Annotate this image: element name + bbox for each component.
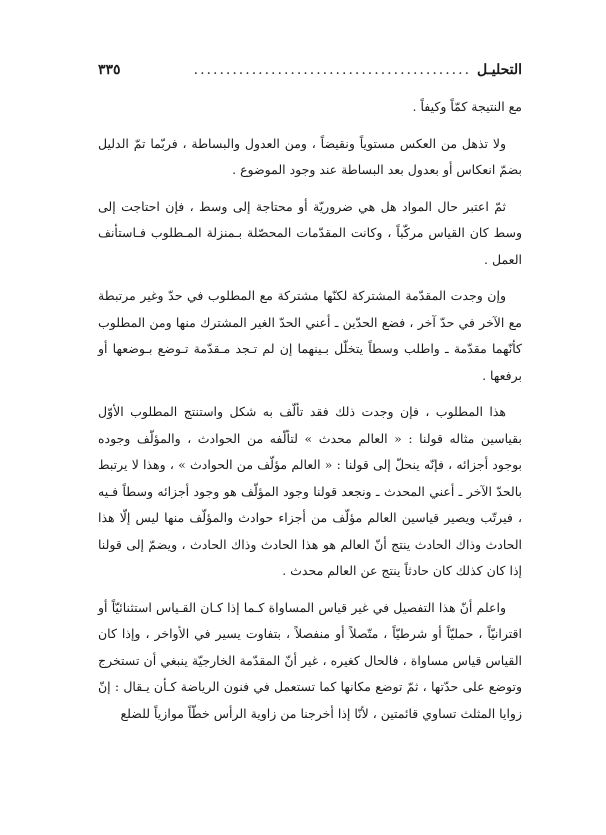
page-number: ٣٣٥ bbox=[98, 62, 121, 78]
paragraph-6: واعلم أنّ هذا التفصيل في غير قياس المساواة كـما إذا كـان القـياس استثنائيّاً أو اقترانيّاً ، حمليّاً أو شرطيّاً ، متّصلاً أو منفصلاً ، بتفاوت يسير في الأواخر ، وإذا كان القياس قياس مساواة ، فالحال كغيره ، غير أنّ المقدّمة الخارجيّة ينبغي أن تستخرج وتوضع على حدّتها ، ثمّ توضع مكانها كما تستعمل في فنون الرياضة كـأن يـقال : إنّ زوايا المثلث تساوي قائمتين ، لأنّا إذا أخرجنا من زاوية الرأس خطّاً موازياً للضلع bbox=[98, 599, 522, 721]
paragraph-2: ولا تذهل من العكس مستوياً ونقيضاً ، ومن العدول والبساطة ، فربّما تمّ الدليل بضمّ انعكاس أو بعدول بعد البساطة عند وجود الموضوع . bbox=[98, 135, 522, 177]
header-title: التحليـل bbox=[477, 62, 522, 78]
running-header bbox=[98, 62, 522, 88]
paragraph-1: مع النتيجة كمّاً وكيفاً . bbox=[412, 99, 522, 114]
header-leader-dots: ........................................... bbox=[193, 62, 472, 78]
paragraph-4: وإن وجدت المقدّمة المشتركة لكنّها مشتركة مع المطلوب في حدّ وغير مرتبطة مع الآخر في حدّ آخر ، فضع الحدّين ـ أعني الحدّ الغير المشترك منها ومن المطلوب كأنّهما مقدّمة ـ واطلب وسطاً يتخلّل بـينهما إن لم تـجد مـقدّمة تـوضع بـوضعها أو برفعها . bbox=[98, 288, 522, 383]
paragraph-5: هذا المطلوب ، فإن وجدت ذلك فقد تألّف به شكل واستنتج المطلوب الأوّل بقياسين مثاله قولنا : « العالم محدث » لتألّفه من الحوادث ، والمؤلّف وجوده بوجود أجزائه ، فإنّه ينحلّ إلى قولنا : « العالم مؤلّف من الحوادث » ، وهذا لا يرتبط بالحدّ الآخر ـ أعني المحدث ـ ونجعد قولنا وجود المؤلّف هو وجود أجزائه وسطاً فـيه ، فيرتّب ويصير قياسين العالم مؤلّف من أجزاء حوادث والمؤلّف منها ليس إلّا هذا الحادث وذاك الحادث ينتج أنّ العالم هو هذا الحادث وذاك الحادث ، ويضمّ إلى قولنا إذا كان كذلك كان حادثاً ينتج عن العالم محدث . bbox=[98, 404, 522, 578]
book-page bbox=[98, 62, 522, 822]
paragraph-3: ثمّ اعتبر حال المواد هل هي ضروريّة أو محتاجة إلى وسط ، فإن احتاجت إلى وسط كان القياس مركّباً ، وكانت المقدّمات المحصّلة بـمنزلة المـطلوب فـاستأنف العمل . bbox=[98, 198, 522, 267]
page-body bbox=[98, 94, 522, 727]
